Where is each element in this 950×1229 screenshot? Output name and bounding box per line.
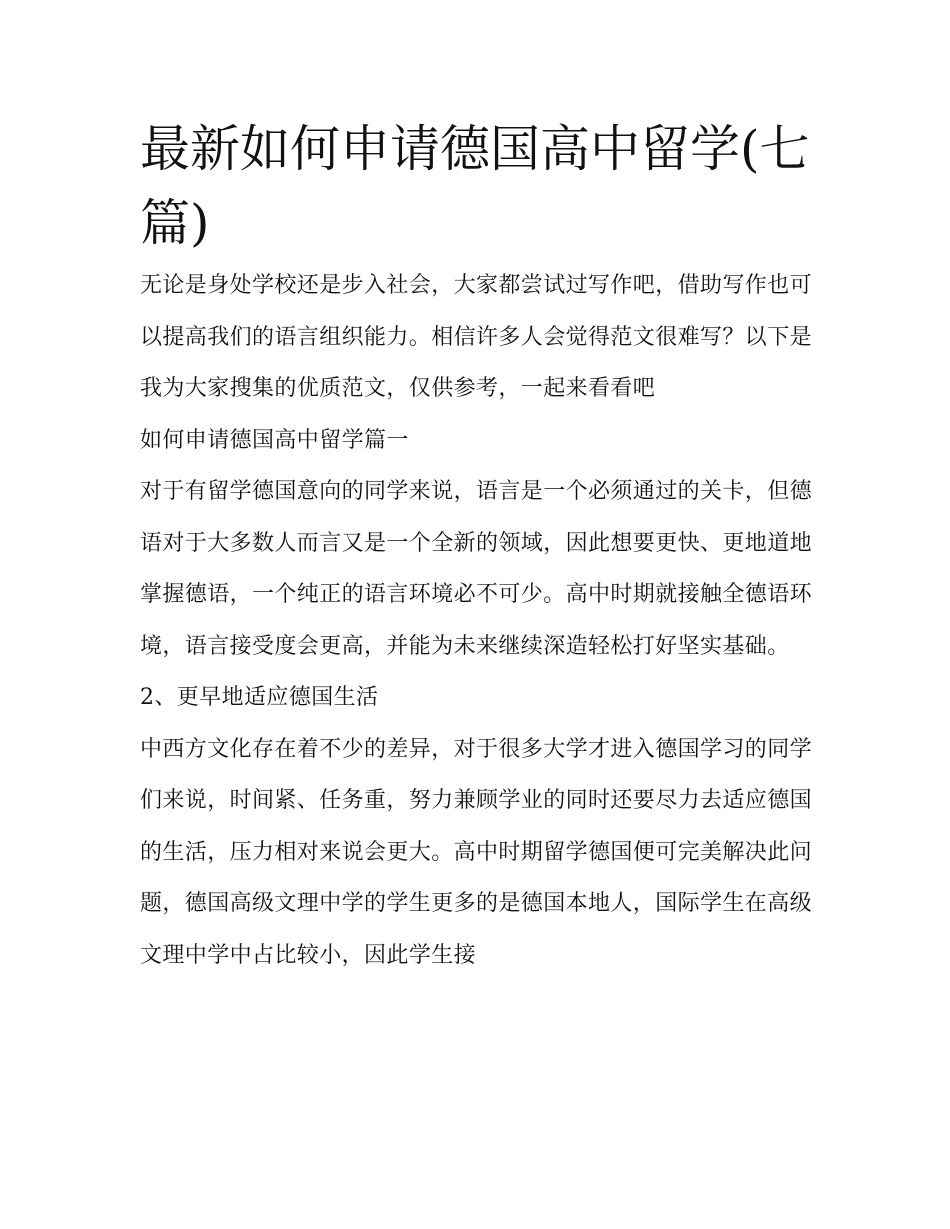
body-paragraph-1: 对于有留学德国意向的同学来说，语言是一个必须通过的关卡，但德语对于大多数人而言又是一个全新的领域，因此想要更快、更地道地掌握德语，一个纯正的语言环境必不可少。高中时期就接触全德语环境，语言接受度会更高，并能为未来继续深造轻松打好坚实基础。	[140, 479, 813, 659]
subheading-2: 2、更早地适应德国生活	[140, 685, 379, 710]
intro-paragraph: 无论是身处学校还是步入社会，大家都尝试过写作吧，借助写作也可以提高我们的语言组织能力。相信许多人会觉得范文很难写？以下是我为大家搜集的优质范文，仅供参考，一起来看看吧	[140, 273, 813, 401]
document-title: 最新如何申请德国高中留学(七篇)	[140, 120, 810, 252]
section-heading: 如何申请德国高中留学篇一	[140, 427, 409, 453]
body-paragraph-2: 中西方文化存在着不少的差异，对于很多大学才进入德国学习的同学们来说，时间紧、任务重，努力兼顾学业的同时还要尽力去适应德国的生活，压力相对来说会更大。高中时期留学德国便可完美解决此问题，德国高级文理中学的学生更多的是德国本地人，国际学生在高级文理中学中占比较小，因此学生接	[140, 736, 813, 968]
document-body	[140, 112, 812, 981]
